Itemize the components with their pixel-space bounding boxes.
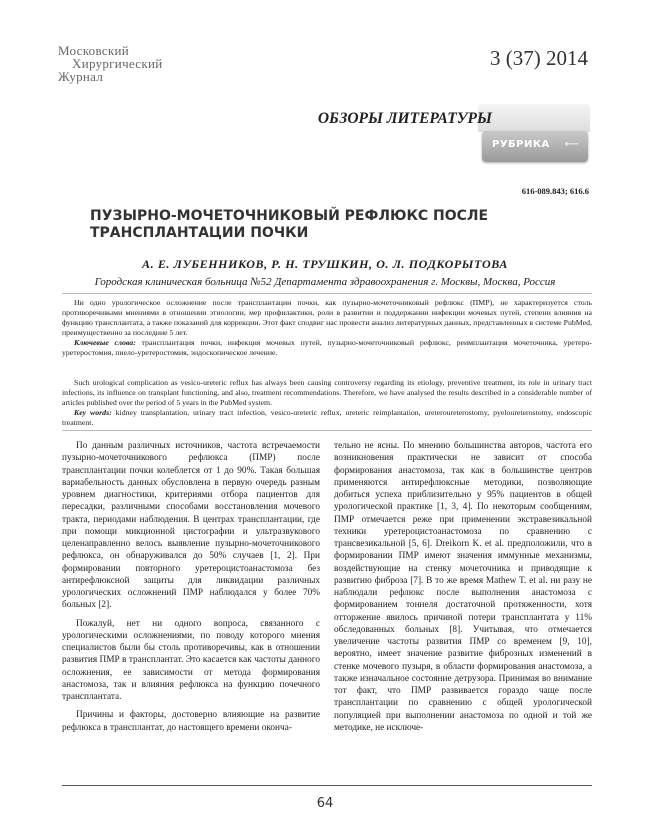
body-paragraph: тельно не ясны. По мнению большинства авторов, частота его возникновения практически не зависит от способа формирования анастомоза, так как в большинстве центров применяются антирефлюксные методики, позволяющие добиться успеха приблизительно у 95% пациентов в общей урологической практике [1, 3, 4]. По некоторым сообщениям, ПМР отмечается реже при применении экстравезикальной техники уретероцистоанастомоза по сравнению с трансвезикальной [5, 6]. Dreikorn K. et al. предположили, что в формировании ПМР имеют значения иммунные механизмы, воздействующие на стенку мочеточника и приводящие к развитию фиброза [7]. В то же время Mathew T. et al. ни разу не наблюдали рефлюкс после выполнения анастомоза с формированием тоннеля достаточной протяженности, хотя отторжение явилось причиной потери трансплантата у 11% обследованных больных [8]. Учитывая, что отмечается увеличение частоты развития ПМР со временем [9, 10], вероятно, имеет значение развитие фиброзных изменений в стенке мочевого пузыря, в области формирования анастомоза, а также изначальное состояние детрузора. Принимая во внимание тот факт, что ПМР развивается гораздо чаще после трансплантации по сравнению с общей урологической популяцией при выполнении анастомоза по одной и той же методике, не исключе- bbox=[334, 441, 592, 733]
body-paragraph: Пожалуй, нет ни одного вопроса, связанного с урологическими осложнениями, по поводу которого мнения специалистов были бы столь противоречивы, как в отношении развития ПМР в трансплантат. Это касается как частоты данного осложнения, ее зависимости от метода формирования анастомоза, так и влияния рефлюкса на функцию почечного трансплантата. bbox=[62, 618, 320, 702]
body-paragraph: Причины и факторы, достоверно влияющие на развитие рефлюкса в трансплантат, до настоящего времени оконча- bbox=[62, 710, 320, 733]
section-title: ОБЗОРЫ ЛИТЕРАТУРЫ bbox=[317, 110, 492, 127]
article-title: ПУЗЫРНО-МОЧЕТОЧНИКОВЫЙ РЕФЛЮКС ПОСЛЕ ТРАНСПЛАНТАЦИИ ПОЧКИ bbox=[90, 208, 489, 241]
abstract-en-keywords: Key words: kidney transplantation, urinary tract infection, vesico-ureteric reflux, ureteric reimplantation, ureteroureterostomy, pyeloureterostomy, endoscopic treatment. bbox=[62, 408, 592, 427]
header-divider bbox=[62, 293, 592, 294]
rubric-label: РУБРИКА bbox=[492, 139, 550, 150]
abstract-en-text: Such urological complication as vesico-ureteric reflux has always been causing controversy regarding its etiology, preventive treatment, its role in urinary tract infections, its influence on transplant functioning, and also, treatment recommendations. Therefore, we have analysed the results described in a considerable number of articles published over the period of 5 years in the PubMed system. bbox=[62, 378, 592, 407]
abstract-ru-text: Ни одно урологическое осложнение после трансплантации почки, как пузырно-мочеточниковый рефлюкс (ПМР), не характеризуется столь противоречивыми мнениями в отношении этиологии, мер профилактики, роли в развитии и поддержании инфекции мочевых путей, степени влияния на функцию трансплантата, а также показаний для коррекции. Этот факт сподвиг нас провести анализ литературных данных, представленных в системе PubMed, преимущественно за последние 5 лет. bbox=[62, 298, 592, 337]
footer-divider bbox=[62, 785, 592, 786]
rubric-tab-background bbox=[478, 104, 590, 132]
page-number: 64 bbox=[316, 796, 334, 811]
body-column-left bbox=[62, 440, 320, 740]
journal-name-line1: Московский bbox=[58, 43, 130, 58]
abstract-en bbox=[62, 378, 592, 428]
journal-name-line2: Хирургический bbox=[72, 56, 163, 71]
udc-code: 616-089.843; 616.6 bbox=[521, 186, 589, 196]
journal-logo bbox=[58, 44, 188, 83]
body-column-right bbox=[334, 440, 592, 740]
journal-name-line3: Журнал bbox=[58, 69, 104, 84]
arrow-left-icon: ⟵ bbox=[564, 139, 579, 150]
issue-number: 3 (37) 2014 bbox=[490, 46, 588, 70]
rubric-badge bbox=[482, 131, 588, 162]
article-affiliation: Городская клиническая больница №52 Департамента здравоохранения г. Москвы, Москва, Россия bbox=[94, 276, 556, 288]
abstract-divider bbox=[62, 430, 592, 431]
body-paragraph: По данным различных источников, частота встречаемости пузырно-мочеточникового рефлюкса (ПМР) после трансплантации почки колеблется от 1 до 90%. Такая большая вариабельность данных обусловлена в первую очередь разным уровнем диагностики, критериями отбора пациентов для пересадки, различными способами восстановления мочевого тракта, периодами наблюдения. В центрах трансплантации, где при помощи микционной цистографии и ультразвукового целенаправленно велось выявление пузырно-мочеточникового рефлюкса, он обнаруживался до 50% случаев [1, 2]. При формировании повторного уретероцистоанастомоза без антирефлюксной защиты для ликвидации различных урологических осложнений ПМР наблюдался у более 70% больных [2]. bbox=[62, 441, 320, 611]
article-authors: А. Е. ЛУБЕННИКОВ, Р. Н. ТРУШКИН, О. Л. ПОДКОРЫТОВА bbox=[142, 257, 508, 271]
abstract-ru bbox=[62, 298, 592, 358]
abstract-ru-keywords: Ключевые слова: трансплантация почки, инфекция мочевых путей, пузырно-мочеточниковый рефлюкс, реимплантация мочеточника, уретеро-уретеростомия, пиело-уретеростомия, эндоскопическое лечение. bbox=[62, 338, 592, 357]
